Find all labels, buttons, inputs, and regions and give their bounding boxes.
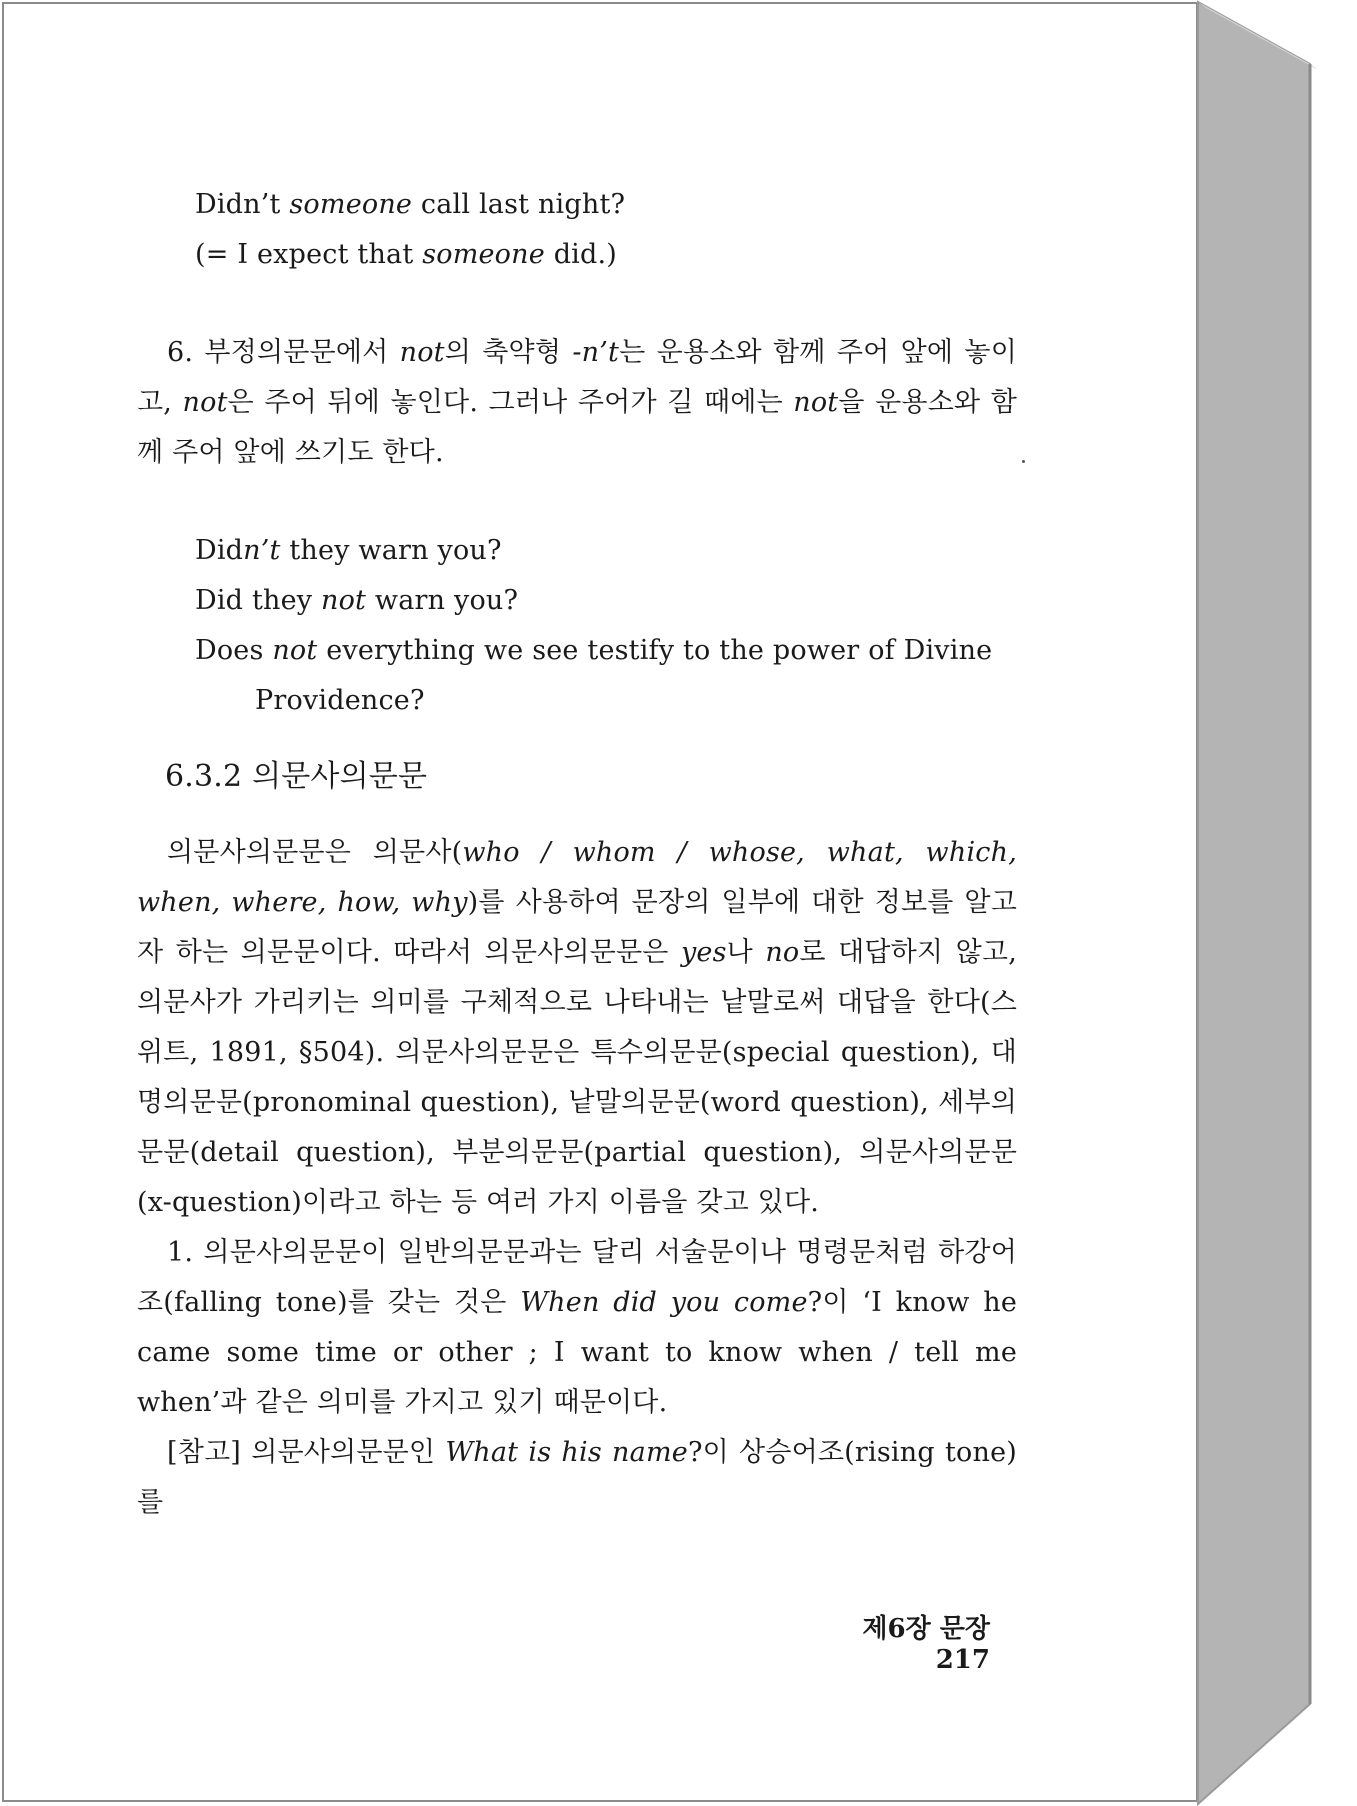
paragraph-point-6: 6. 부정의문문에서 not의 축약형 -n’t는 운용소와 함께 주어 앞에 놓이고, not은 주어 뒤에 놓인다. 그러나 주어가 길 때에는 not을 운용소와 함께 주어 앞에 쓰기도 한다. bbox=[137, 337, 1018, 468]
paragraph-intro: 의문사의문문은 의문사(who / whom / whose, what, which, when, where, how, why)를 사용하여 문장의 일부에 대한 정보를 알고자 하는 의문문이다. 따라서 의문사의문문은 yes나 no로 대답하지 않고, 의문사가 가리키는 의미를 구체적으로 나타내는 낱말로써 대답을 한다(스위트, 1891, §504). 의문사의문문은 특수의문문(special question), 대명의문문(pronominal question), 낱말의문문(word question), 세부의문문(detail question), 부분의문문(partial question), 의문사의문문(x-question)이라고 하는 등 여러 가지 이름을 갖고 있다. bbox=[137, 837, 1017, 1218]
example-line: Did they not warn you? bbox=[195, 585, 519, 616]
page-content bbox=[137, 180, 1017, 1528]
stray-dot bbox=[1022, 460, 1025, 463]
example-line: Does not everything we see testify to the power of Divine bbox=[195, 635, 993, 666]
page-footer: 제6장 문장 217 bbox=[862, 1614, 990, 1675]
paragraph-note: [참고] 의문사의문문인 What is his name?이 상승어조(rising tone)를 bbox=[137, 1437, 1017, 1518]
section-heading: 6.3.2 의문사의문문 bbox=[165, 759, 428, 794]
example-line: Didn’t someone call last night? bbox=[195, 189, 626, 220]
example-line: Didn’t they warn you? bbox=[195, 535, 502, 566]
example-line-continued: Providence? bbox=[255, 685, 425, 716]
example-line: (= I expect that someone did.) bbox=[195, 239, 618, 270]
paragraph-point-1: 1. 의문사의문문이 일반의문문과는 달리 서술문이나 명령문처럼 하강어조(falling tone)를 갖는 것은 When did you come?이 ‘I know he came some time or other ; I want to know when / tell me when’과 같은 의미를 가지고 있기 때문이다. bbox=[137, 1237, 1017, 1418]
